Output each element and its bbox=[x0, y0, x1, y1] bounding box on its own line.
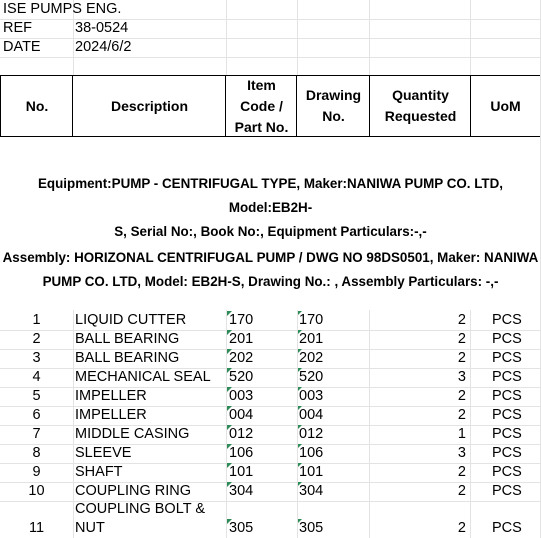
table-row[interactable] bbox=[0, 425, 541, 444]
equipment-info[interactable] bbox=[0, 172, 541, 244]
gridline bbox=[0, 57, 541, 58]
date-value[interactable]: 2024/6/2 bbox=[75, 39, 132, 55]
header-drawing-no[interactable] bbox=[296, 75, 370, 137]
item-drawing-no: 106 bbox=[299, 445, 324, 461]
gridline bbox=[226, 310, 227, 538]
item-quantity: 1 bbox=[457, 426, 466, 442]
item-description bbox=[75, 500, 225, 538]
table-row[interactable] bbox=[0, 463, 541, 482]
item-quantity: 3 bbox=[457, 369, 466, 385]
item-description-line: NUT bbox=[75, 520, 105, 536]
text-number-marker-icon bbox=[227, 406, 232, 411]
item-description: LIQUID CUTTER bbox=[75, 312, 187, 328]
item-quantity: 2 bbox=[457, 483, 466, 499]
text-number-marker-icon bbox=[227, 463, 232, 468]
ref-value[interactable]: 38-0524 bbox=[75, 20, 129, 36]
text-number-marker-icon bbox=[227, 387, 232, 392]
header-quantity[interactable] bbox=[369, 75, 471, 137]
item-quantity: 2 bbox=[457, 350, 466, 366]
item-uom: PCS bbox=[492, 350, 522, 366]
equipment-line: S, Serial No:, Book No:, Equipment Particulars:-,- bbox=[114, 224, 427, 239]
item-no: 3 bbox=[32, 350, 41, 366]
item-uom: PCS bbox=[492, 407, 522, 423]
item-drawing-no: 202 bbox=[299, 350, 324, 366]
item-description: BALL BEARING bbox=[75, 350, 180, 366]
item-drawing-no: 003 bbox=[299, 388, 324, 404]
gridline bbox=[73, 310, 74, 538]
assembly-line: PUMP CO. LTD, Model: EB2H-S, Drawing No.: , Assembly Particulars: -,- bbox=[42, 274, 499, 289]
item-code: 012 bbox=[229, 426, 254, 442]
item-quantity: 2 bbox=[457, 331, 466, 347]
item-quantity: 2 bbox=[457, 388, 466, 404]
header-drawing-line: No. bbox=[322, 108, 345, 124]
item-description: COUPLING RING bbox=[75, 483, 192, 499]
header-item-code-line: Item bbox=[247, 76, 276, 93]
text-number-marker-icon bbox=[227, 444, 232, 449]
table-row[interactable] bbox=[0, 500, 541, 538]
item-code: 304 bbox=[229, 483, 254, 499]
item-drawing-no: 004 bbox=[299, 407, 324, 423]
header-no-label: No. bbox=[25, 97, 49, 114]
item-uom: PCS bbox=[492, 483, 522, 499]
item-no: 9 bbox=[32, 464, 41, 480]
item-uom: PCS bbox=[492, 520, 522, 536]
header-description-label: Description bbox=[110, 97, 188, 114]
item-no: 10 bbox=[28, 483, 45, 499]
item-quantity: 3 bbox=[457, 445, 466, 461]
item-no: 11 bbox=[28, 520, 45, 536]
item-drawing-no: 101 bbox=[299, 464, 324, 480]
table-row[interactable] bbox=[0, 406, 541, 425]
item-drawing-no: 305 bbox=[299, 520, 324, 536]
item-drawing-no: 201 bbox=[299, 331, 324, 347]
text-number-marker-icon bbox=[227, 425, 232, 430]
item-uom: PCS bbox=[492, 464, 522, 480]
header-no[interactable] bbox=[0, 75, 73, 137]
header-description[interactable] bbox=[72, 75, 226, 137]
item-uom: PCS bbox=[492, 312, 522, 328]
item-description: SHAFT bbox=[75, 464, 123, 480]
item-uom: PCS bbox=[492, 331, 522, 347]
item-no: 7 bbox=[32, 426, 41, 442]
ref-label: REF bbox=[3, 20, 32, 36]
item-description: SLEEVE bbox=[75, 445, 132, 461]
item-quantity: 2 bbox=[457, 312, 466, 328]
assembly-info[interactable] bbox=[0, 246, 541, 294]
item-code: 004 bbox=[229, 407, 254, 423]
item-uom: PCS bbox=[492, 426, 522, 442]
item-code: 202 bbox=[229, 350, 254, 366]
item-code: 101 bbox=[229, 464, 254, 480]
item-uom: PCS bbox=[492, 388, 522, 404]
table-row[interactable] bbox=[0, 349, 541, 368]
header-item-code-line: Part No. bbox=[234, 118, 289, 135]
date-label: DATE bbox=[3, 39, 41, 55]
item-description: BALL BEARING bbox=[75, 331, 180, 347]
item-description-line: COUPLING BOLT & bbox=[75, 501, 205, 517]
item-drawing-no: 520 bbox=[299, 369, 324, 385]
column-header-row bbox=[0, 75, 541, 139]
gridline bbox=[470, 310, 471, 538]
gridline bbox=[297, 310, 298, 538]
item-uom: PCS bbox=[492, 445, 522, 461]
text-number-marker-icon bbox=[227, 482, 232, 487]
gridline bbox=[369, 310, 370, 538]
item-description: MIDDLE CASING bbox=[75, 426, 190, 442]
item-code: 106 bbox=[229, 445, 254, 461]
header-quantity-line: Requested bbox=[384, 108, 457, 124]
item-description: IMPELLER bbox=[75, 388, 147, 404]
text-number-marker-icon bbox=[227, 311, 232, 316]
text-number-marker-icon bbox=[227, 519, 232, 524]
item-no: 4 bbox=[32, 369, 41, 385]
header-uom-label: UoM bbox=[490, 97, 521, 114]
table-row[interactable] bbox=[0, 387, 541, 406]
item-no: 6 bbox=[32, 407, 41, 423]
item-code: 520 bbox=[229, 369, 254, 385]
table-row[interactable] bbox=[0, 311, 541, 330]
company-name: ISE PUMPS ENG. bbox=[3, 1, 122, 17]
item-code: 170 bbox=[229, 312, 254, 328]
item-drawing-no: 304 bbox=[299, 483, 324, 499]
item-description: IMPELLER bbox=[75, 407, 147, 423]
item-quantity: 2 bbox=[457, 464, 466, 480]
header-drawing-line: Drawing bbox=[305, 87, 362, 103]
item-description: MECHANICAL SEAL bbox=[75, 369, 211, 385]
assembly-line: Assembly: HORIZONAL CENTRIFUGAL PUMP / DWG NO 98DS0501, Maker: NANIWA bbox=[2, 250, 539, 265]
text-number-marker-icon bbox=[227, 349, 232, 354]
header-item-code[interactable] bbox=[225, 75, 297, 137]
header-item-code-line: Code / bbox=[240, 97, 283, 114]
table-row[interactable] bbox=[0, 330, 541, 349]
item-code: 305 bbox=[229, 520, 254, 536]
item-drawing-no: 170 bbox=[299, 312, 324, 328]
item-quantity: 2 bbox=[457, 520, 466, 536]
header-uom[interactable] bbox=[470, 75, 541, 137]
text-number-marker-icon bbox=[227, 330, 232, 335]
table-row[interactable] bbox=[0, 482, 541, 501]
item-no: 2 bbox=[32, 331, 41, 347]
header-quantity-line: Quantity bbox=[392, 87, 449, 103]
item-drawing-no: 012 bbox=[299, 426, 324, 442]
table-row[interactable] bbox=[0, 444, 541, 463]
item-no: 5 bbox=[32, 388, 41, 404]
item-no: 1 bbox=[32, 312, 41, 328]
item-code: 201 bbox=[229, 331, 254, 347]
item-uom: PCS bbox=[492, 369, 522, 385]
equipment-line: Equipment:PUMP - CENTRIFUGAL TYPE, Maker:NANIWA PUMP CO. LTD, Model:EB2H- bbox=[38, 176, 503, 215]
text-number-marker-icon bbox=[227, 368, 232, 373]
item-no: 8 bbox=[32, 445, 41, 461]
item-quantity: 2 bbox=[457, 407, 466, 423]
table-row[interactable] bbox=[0, 368, 541, 387]
item-code: 003 bbox=[229, 388, 254, 404]
